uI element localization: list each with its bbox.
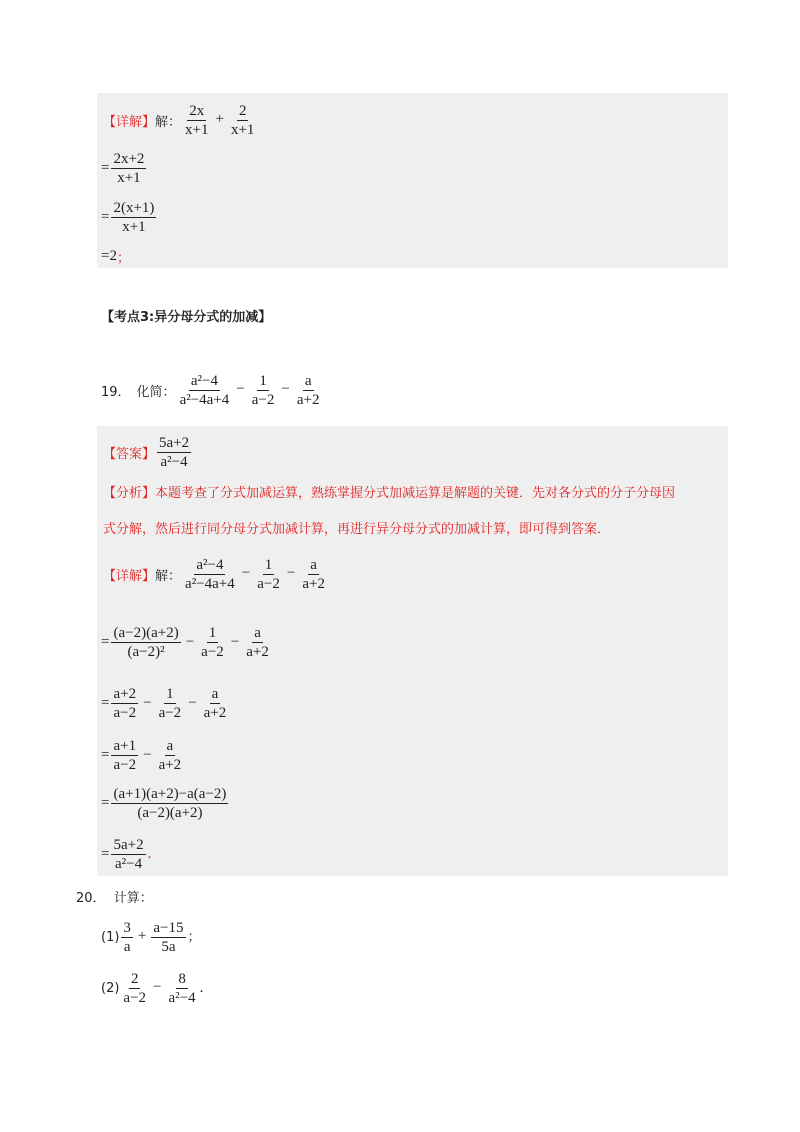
part-expression: $\frac{2}{a-2}$ − $\frac{8}{\text{a²−4}}$ . — [123, 970, 204, 1006]
step-3: =2 ； — [101, 247, 130, 266]
analysis-paragraph: 【分析】本题考查了分式加减运算，熟练掌握分式加减运算是解题的关键．先对各分式的分子分母因 式分解，然后进行同分母分式加减计算，再进行异分母分式的加减计算，即可得到答案． — [103, 486, 676, 537]
detail-label: 【详解】 — [103, 114, 156, 130]
step-1: = $\frac{(a-2)(a+2)}{\text{(a−2)²}}$ − $\frac{1}{a-2}$ − $\frac{a}{a+2}$ — [101, 624, 269, 660]
question-prompt: 化简： — [136, 384, 176, 400]
step-2: = $\frac{2(x+1)}{x+1}$ — [101, 199, 155, 235]
expression: $\frac{2x}{x+1}$ + $\frac{2}{x+1}$ — [185, 102, 255, 138]
question-number: 19． — [101, 384, 131, 400]
detail-line-2 — [103, 552, 329, 596]
question-prompt: 计算： — [113, 891, 153, 906]
question-20 — [76, 887, 153, 906]
step-3: = $\frac{a+1}{a-2}$ − $\frac{a}{a+2}$ — [101, 737, 182, 773]
jie-text: 解： — [155, 568, 182, 584]
step-4: = $\frac{(a+1)(a+2)-a(a-2)}{(a-2)(a+2)}$ — [101, 785, 227, 821]
part-expression: $\frac{3}{a}$ + $\frac{a-15}{5a}$ ； — [123, 919, 201, 955]
jie-text: 解： — [155, 114, 182, 130]
detail-line-1 — [103, 98, 258, 142]
question-19 — [101, 368, 323, 412]
question-expression: $\frac{\text{a²−4}}{\text{a²−4a+4}}$ − $\frac{1}{a-2}$ − $\frac{a}{a+2}$ — [179, 372, 320, 408]
answer-line — [103, 430, 193, 474]
section-heading: 【考点3:异分母分式的加减】 — [101, 310, 272, 325]
answer-label: 【答案】 — [103, 446, 156, 462]
question-20-part-2 — [101, 966, 203, 1010]
question-number: 20． — [76, 891, 106, 906]
step-5: = $\frac{5a+2}{\text{a²−4}}$ . — [101, 836, 152, 872]
step-2: = $\frac{a+2}{a-2}$ − $\frac{1}{a-2}$ − $\frac{a}{a+2}$ — [101, 685, 227, 721]
answer-expression: $\frac{5a+2}{\text{a²−4}}$ — [159, 434, 190, 470]
step-1: = $\frac{2x+2}{x+1}$ — [101, 150, 145, 186]
analysis-label: 【分析】 — [103, 486, 156, 501]
expression: $\frac{\text{a²−4}}{\text{a²−4a+4}}$ − $\frac{1}{a-2}$ − $\frac{a}{a+2}$ — [185, 556, 325, 592]
detail-label: 【详解】 — [103, 568, 156, 584]
part-label: (1) — [101, 929, 120, 945]
part-label: (2) — [101, 980, 120, 996]
question-20-part-1 — [101, 915, 201, 959]
